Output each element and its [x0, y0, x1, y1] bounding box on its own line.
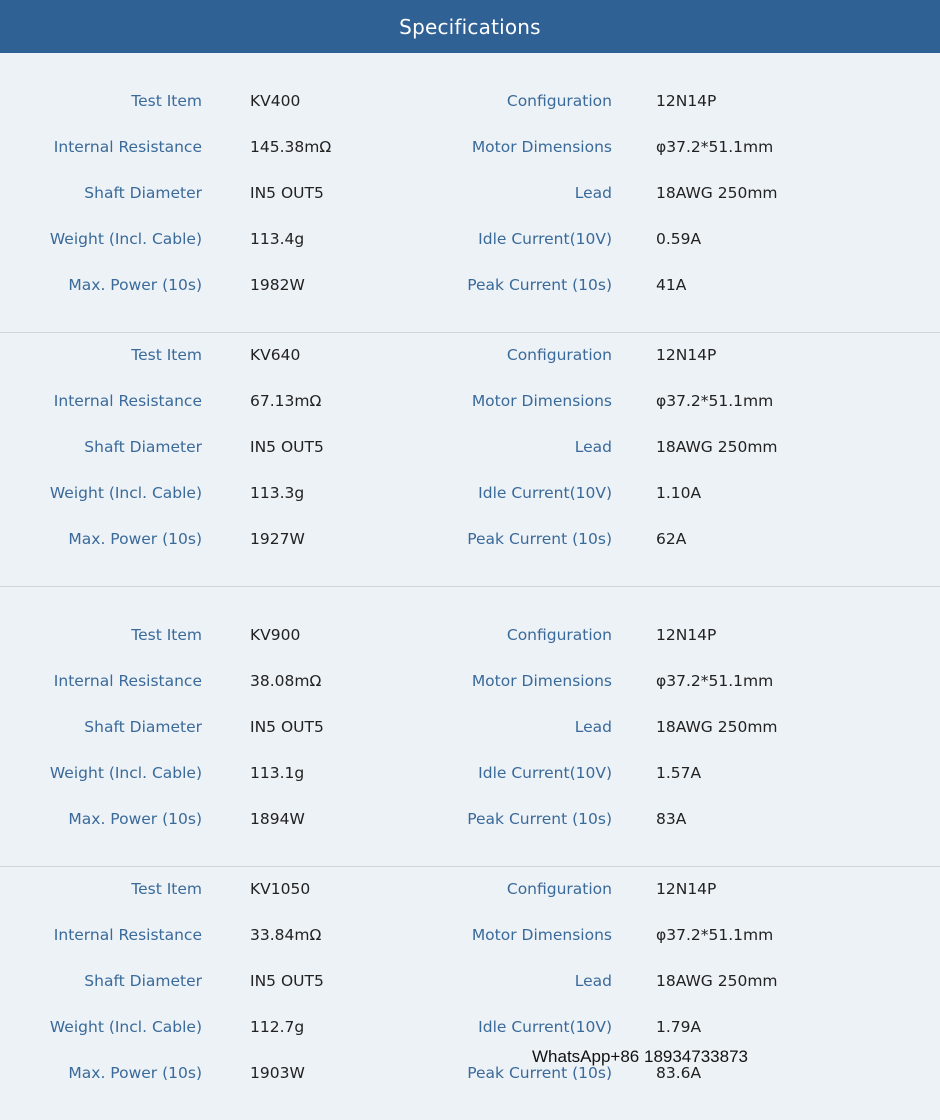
test-item-value: KV640: [250, 346, 301, 364]
internal-resistance-label: Internal Resistance: [53, 672, 202, 690]
idle-current-label: Idle Current(10V): [478, 230, 612, 248]
motor-dimensions-label: Motor Dimensions: [471, 138, 612, 156]
test-item-value: KV900: [250, 626, 301, 644]
lead-label: Lead: [574, 718, 612, 736]
peak-current-label: Peak Current (10s): [467, 1064, 612, 1082]
shaft-diameter-label: Shaft Diameter: [84, 972, 202, 990]
max-power-value: 1982W: [250, 276, 305, 294]
test-item-label: Test Item: [131, 346, 202, 364]
test-item-label: Test Item: [131, 92, 202, 110]
idle-current-value: 1.57A: [656, 764, 702, 782]
lead-value: 18AWG 250mm: [656, 438, 778, 456]
shaft-diameter-value: IN5 OUT5: [250, 718, 324, 736]
motor-dimensions-label: Motor Dimensions: [471, 926, 612, 944]
configuration-value: 12N14P: [656, 346, 717, 364]
max-power-value: 1927W: [250, 530, 305, 548]
max-power-label: Max. Power (10s): [68, 1064, 202, 1082]
weight-label: Weight (Incl. Cable): [49, 1018, 202, 1036]
configuration-label: Configuration: [506, 92, 612, 110]
shaft-diameter-value: IN5 OUT5: [250, 972, 324, 990]
internal-resistance-label: Internal Resistance: [53, 138, 202, 156]
peak-current-value: 83A: [656, 810, 687, 828]
configuration-label: Configuration: [506, 346, 612, 364]
test-item-label: Test Item: [131, 880, 202, 898]
specifications-header: [0, 0, 940, 53]
max-power-label: Max. Power (10s): [68, 530, 202, 548]
weight-label: Weight (Incl. Cable): [49, 484, 202, 502]
idle-current-value: 1.79A: [656, 1018, 702, 1036]
lead-label: Lead: [574, 972, 612, 990]
idle-current-value: 0.59A: [656, 230, 702, 248]
section-divider: [0, 332, 940, 333]
peak-current-value: 83.6A: [656, 1064, 702, 1082]
lead-value: 18AWG 250mm: [656, 972, 778, 990]
motor-dimensions-label: Motor Dimensions: [471, 392, 612, 410]
lead-label: Lead: [574, 438, 612, 456]
configuration-value: 12N14P: [656, 92, 717, 110]
max-power-label: Max. Power (10s): [68, 810, 202, 828]
configuration-value: 12N14P: [656, 880, 717, 898]
weight-label: Weight (Incl. Cable): [49, 230, 202, 248]
test-item-value: KV1050: [250, 880, 311, 898]
peak-current-value: 62A: [656, 530, 687, 548]
weight-value: 112.7g: [250, 1018, 305, 1036]
page-title: Specifications: [399, 14, 541, 39]
peak-current-label: Peak Current (10s): [467, 810, 612, 828]
test-item-value: KV400: [250, 92, 301, 110]
internal-resistance-value: 145.38mΩ: [250, 138, 332, 156]
section-divider: [0, 866, 940, 867]
shaft-diameter-label: Shaft Diameter: [84, 184, 202, 202]
motor-dimensions-value: φ37.2*51.1mm: [656, 672, 774, 690]
idle-current-label: Idle Current(10V): [478, 764, 612, 782]
shaft-diameter-value: IN5 OUT5: [250, 438, 324, 456]
configuration-label: Configuration: [506, 880, 612, 898]
motor-dimensions-label: Motor Dimensions: [471, 672, 612, 690]
peak-current-label: Peak Current (10s): [467, 530, 612, 548]
motor-dimensions-value: φ37.2*51.1mm: [656, 392, 774, 410]
shaft-diameter-label: Shaft Diameter: [84, 718, 202, 736]
watermark-contact: WhatsApp+86 18934733873: [532, 1047, 748, 1066]
configuration-label: Configuration: [506, 626, 612, 644]
weight-label: Weight (Incl. Cable): [49, 764, 202, 782]
idle-current-label: Idle Current(10V): [478, 1018, 612, 1036]
internal-resistance-label: Internal Resistance: [53, 926, 202, 944]
test-item-label: Test Item: [131, 626, 202, 644]
weight-value: 113.1g: [250, 764, 305, 782]
internal-resistance-value: 33.84mΩ: [250, 926, 322, 944]
lead-label: Lead: [574, 184, 612, 202]
idle-current-value: 1.10A: [656, 484, 702, 502]
internal-resistance-value: 38.08mΩ: [250, 672, 322, 690]
shaft-diameter-value: IN5 OUT5: [250, 184, 324, 202]
peak-current-label: Peak Current (10s): [467, 276, 612, 294]
lead-value: 18AWG 250mm: [656, 184, 778, 202]
motor-dimensions-value: φ37.2*51.1mm: [656, 138, 774, 156]
max-power-label: Max. Power (10s): [68, 276, 202, 294]
weight-value: 113.3g: [250, 484, 305, 502]
lead-value: 18AWG 250mm: [656, 718, 778, 736]
shaft-diameter-label: Shaft Diameter: [84, 438, 202, 456]
max-power-value: 1894W: [250, 810, 305, 828]
max-power-value: 1903W: [250, 1064, 305, 1082]
idle-current-label: Idle Current(10V): [478, 484, 612, 502]
internal-resistance-label: Internal Resistance: [53, 392, 202, 410]
configuration-value: 12N14P: [656, 626, 717, 644]
weight-value: 113.4g: [250, 230, 305, 248]
motor-dimensions-value: φ37.2*51.1mm: [656, 926, 774, 944]
section-divider: [0, 586, 940, 587]
internal-resistance-value: 67.13mΩ: [250, 392, 322, 410]
peak-current-value: 41A: [656, 276, 687, 294]
